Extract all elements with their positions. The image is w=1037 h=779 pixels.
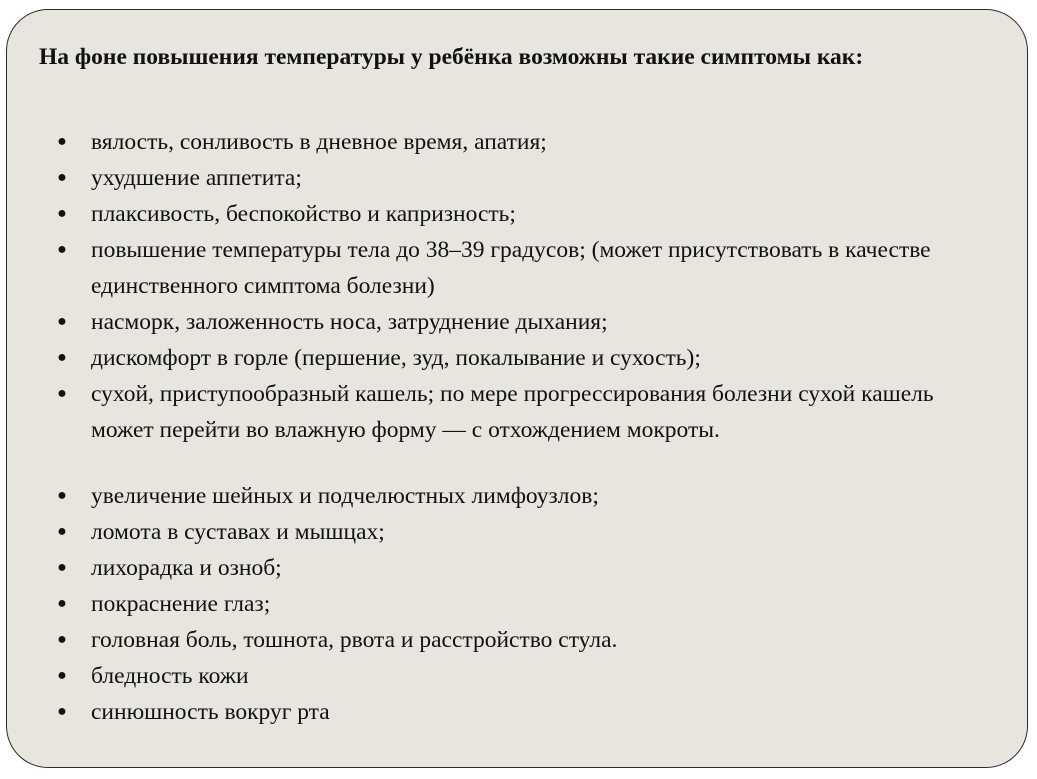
bullet-icon: ● xyxy=(57,595,67,612)
bullet-icon: ● xyxy=(57,523,67,540)
list-item-text: бледность кожи xyxy=(91,663,249,689)
list-item-text: лихорадка и озноб; xyxy=(91,555,282,581)
bullet-icon: ● xyxy=(57,313,67,330)
list-item xyxy=(7,124,1027,160)
list-item-text: ухудшение аппетита; xyxy=(91,165,302,191)
list-item-text: увеличение шейных и подчелюстных лимфоузлов; xyxy=(91,483,599,509)
bullet-icon: ● xyxy=(57,385,67,402)
list-item-text: вялость, сонливость в дневное время, апатия; xyxy=(91,129,547,155)
list-item xyxy=(7,694,1027,730)
list-item-text: ломота в суставах и мышцах; xyxy=(91,519,385,545)
list-item-text: насморк, заложенность носа, затруднение дыхания; xyxy=(91,309,608,335)
list-item xyxy=(7,196,1027,232)
bullet-icon: ● xyxy=(57,487,67,504)
list-item xyxy=(7,160,1027,196)
list-item-text: сухой, приступообразный кашель; по мере прогрессирования болезни сухой кашель может перейти во влажную форму — с отхождением мокроты. xyxy=(91,381,934,443)
list-item xyxy=(7,658,1027,694)
list-item xyxy=(7,478,1027,514)
list-item xyxy=(7,304,1027,340)
list-item-text: дискомфорт в горле (першение, зуд, покалывание и сухость); xyxy=(91,345,701,371)
list-item-text: повышение температуры тела до 38–39 градусов; (может присутствовать в качестве единственного симптома болезни) xyxy=(91,237,931,299)
list-item-text: плаксивость, беспокойство и капризность; xyxy=(91,201,516,227)
list-item xyxy=(7,550,1027,586)
list-item-text: покраснение глаз; xyxy=(91,591,271,617)
bullet-icon: ● xyxy=(57,703,67,720)
list-item xyxy=(7,232,1027,304)
bullet-icon: ● xyxy=(57,169,67,186)
bullet-icon: ● xyxy=(57,349,67,366)
list-item-text: головная боль, тошнота, рвота и расстройство стула. xyxy=(91,627,618,653)
list-item xyxy=(7,376,1027,448)
list-item xyxy=(7,586,1027,622)
bullet-icon: ● xyxy=(57,241,67,258)
bullet-icon: ● xyxy=(57,205,67,222)
slide-card xyxy=(6,9,1028,768)
bullet-icon: ● xyxy=(57,133,67,150)
bullet-icon: ● xyxy=(57,631,67,648)
list-item-text: синюшность вокруг рта xyxy=(91,699,330,725)
slide-title: На фоне повышения температуры у ребёнка возможны такие симптомы как: xyxy=(39,44,864,70)
list-item xyxy=(7,622,1027,658)
bullet-icon: ● xyxy=(57,559,67,576)
list-item xyxy=(7,514,1027,550)
symptoms-list xyxy=(7,124,1027,730)
list-item xyxy=(7,340,1027,376)
bullet-icon: ● xyxy=(57,667,67,684)
